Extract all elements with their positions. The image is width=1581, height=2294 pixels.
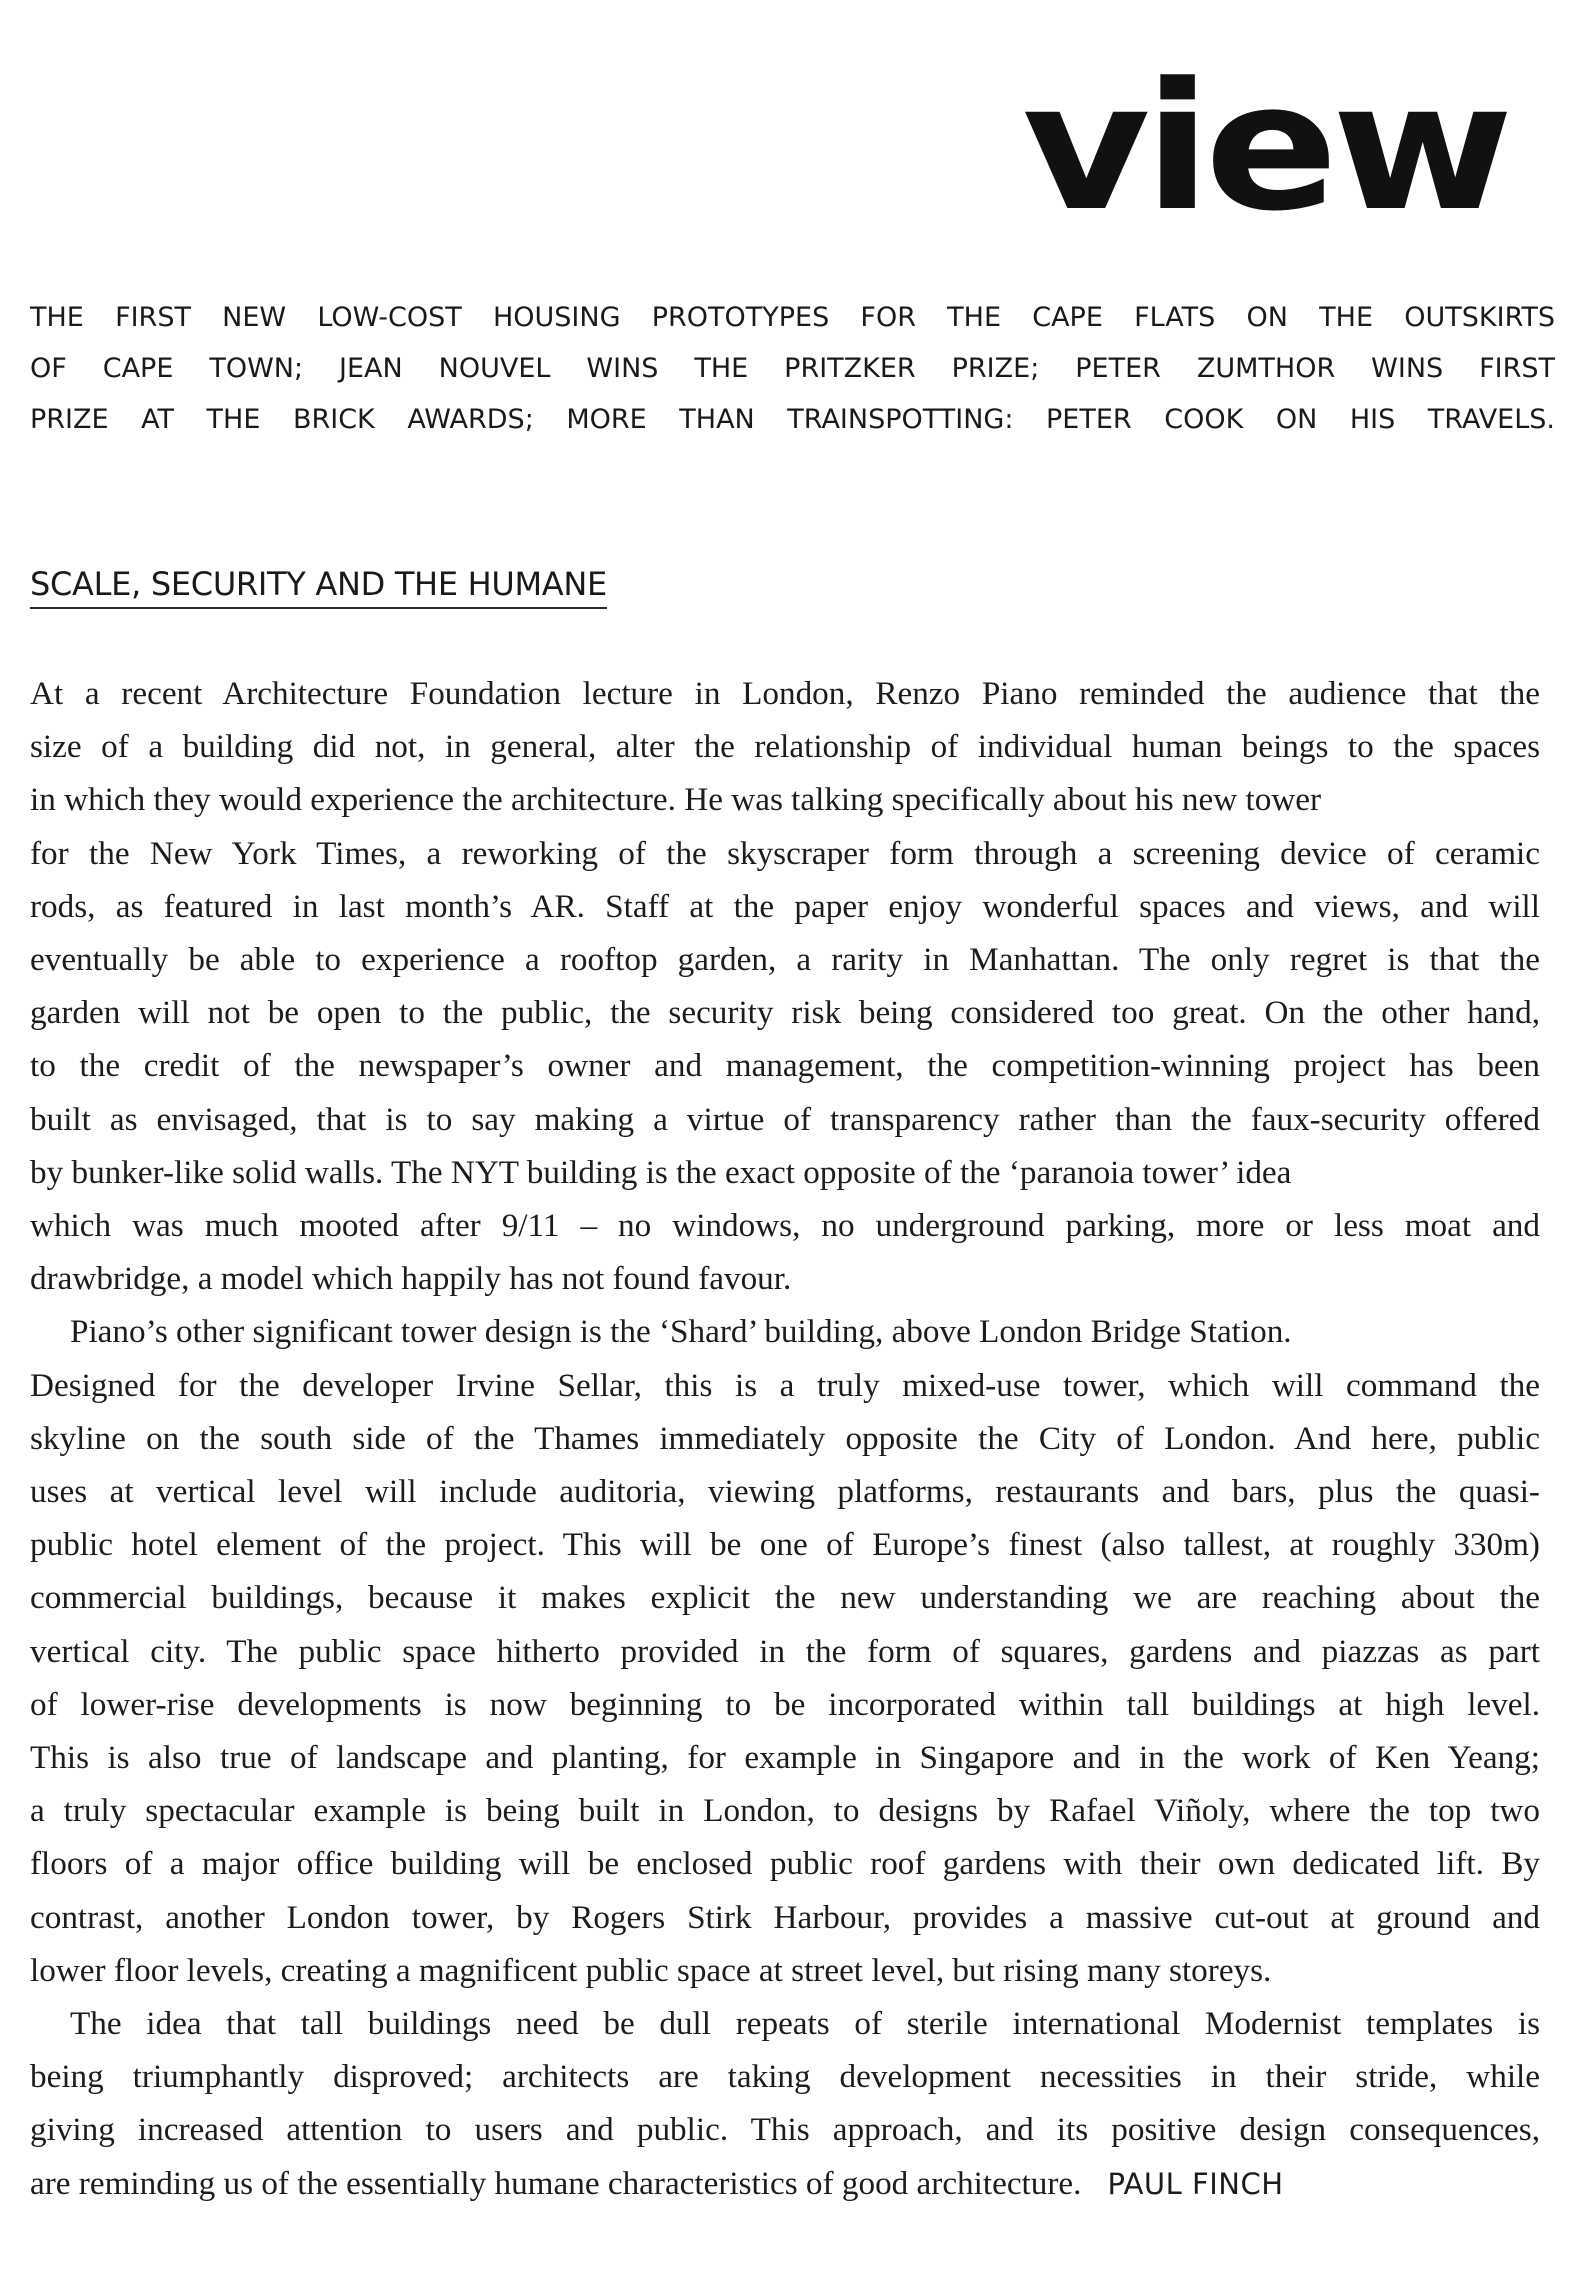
article-body [30, 667, 1540, 2211]
text-line: Piano’s other significant tower design is the ‘Shard’ building, above London Bridge Station. [70, 1313, 1292, 1351]
text-line: rods, as featured in last month’s AR. Staff at the paper enjoy wonderful spaces and views, and will [30, 887, 1540, 925]
author-byline: PAUL FINCH [1107, 2166, 1284, 2201]
text-line: a truly spectacular example is being built in London, to designs by Rafael Viñoly, where the top two [30, 1792, 1540, 1830]
paragraph-3 [30, 1997, 1540, 2211]
text-line: giving increased attention to users and public. This approach, and its positive design consequences, [30, 2111, 1540, 2149]
text-line: garden will not be open to the public, the security risk being considered too great. On the other hand, [30, 994, 1540, 1032]
text-line: in which they would experience the architecture. He was talking specifically about his new tower [30, 781, 1322, 819]
text-line-content: are reminding us of the essentially humane characteristics of good architecture. [30, 2164, 1082, 2202]
text-line: size of a building did not, in general, alter the relationship of individual human beings to the spaces [30, 728, 1540, 766]
text-line: The idea that tall buildings need be dull repeats of sterile international Modernist templates is [70, 2005, 1540, 2043]
text-line: skyline on the south side of the Thames immediately opposite the City of London. And here, public [30, 1419, 1540, 1457]
text-line [30, 2157, 1540, 2211]
text-line: This is also true of landscape and planting, for example in Singapore and in the work of Ken Yeang; [30, 1739, 1540, 1777]
article-heading: SCALE, SECURITY AND THE HUMANE [30, 565, 607, 609]
text-line: public hotel element of the project. This will be one of Europe’s finest (also tallest, at roughly 330m) [30, 1526, 1540, 1564]
text-line: of lower-rise developments is now beginning to be incorporated within tall buildings at high level. [30, 1685, 1540, 1723]
text-line: commercial buildings, because it makes explicit the new understanding we are reaching about the [30, 1579, 1540, 1617]
intro-line: PRIZE AT THE BRICK AWARDS; MORE THAN TRAINSPOTTING: PETER COOK ON HIS TRAVELS. [30, 404, 1555, 435]
text-line: eventually be able to experience a rooftop garden, a rarity in Manhattan. The only regret is that the [30, 941, 1540, 979]
text-line: vertical city. The public space hitherto provided in the form of squares, gardens and piazzas as part [30, 1632, 1540, 1670]
text-line: built as envisaged, that is to say making a virtue of transparency rather than the faux-security offered [30, 1100, 1540, 1138]
intro-summary [30, 292, 1555, 445]
text-line: which was much mooted after 9/11 – no windows, no underground parking, more or less moat and [30, 1207, 1540, 1245]
text-line: Designed for the developer Irvine Sellar, this is a truly mixed-use tower, which will command the [30, 1366, 1540, 1404]
text-line: At a recent Architecture Foundation lecture in London, Renzo Piano reminded the audience that the [30, 675, 1540, 712]
text-line: contrast, another London tower, by Rogers Stirk Harbour, provides a massive cut-out at ground and [30, 1898, 1540, 1936]
text-line: drawbridge, a model which happily has not found favour. [30, 1260, 792, 1298]
intro-line: OF CAPE TOWN; JEAN NOUVEL WINS THE PRITZKER PRIZE; PETER ZUMTHOR WINS FIRST [30, 353, 1555, 384]
text-line: uses at vertical level will include auditoria, viewing platforms, restaurants and bars, plus the quasi- [30, 1473, 1540, 1511]
intro-line: THE FIRST NEW LOW-COST HOUSING PROTOTYPES FOR THE CAPE FLATS ON THE OUTSKIRTS [30, 302, 1555, 333]
text-line: for the New York Times, a reworking of the skyscraper form through a screening device of ceramic [30, 834, 1540, 872]
paragraph-2 [30, 1305, 1540, 1997]
text-line: being triumphantly disproved; architects are taking development necessities in their stride, while [30, 2058, 1540, 2096]
text-line: lower floor levels, creating a magnificent public space at street level, but rising many storeys. [30, 1951, 1272, 1989]
text-line: floors of a major office building will be enclosed public roof gardens with their own dedicated lift. By [30, 1845, 1540, 1883]
paragraph-1 [30, 667, 1540, 1305]
masthead-title: view [1022, 45, 1507, 250]
text-line: by bunker-like solid walls. The NYT building is the exact opposite of the ‘paranoia tower’ idea [30, 1153, 1292, 1191]
text-line: to the credit of the newspaper’s owner and management, the competition-winning project has been [30, 1047, 1540, 1085]
